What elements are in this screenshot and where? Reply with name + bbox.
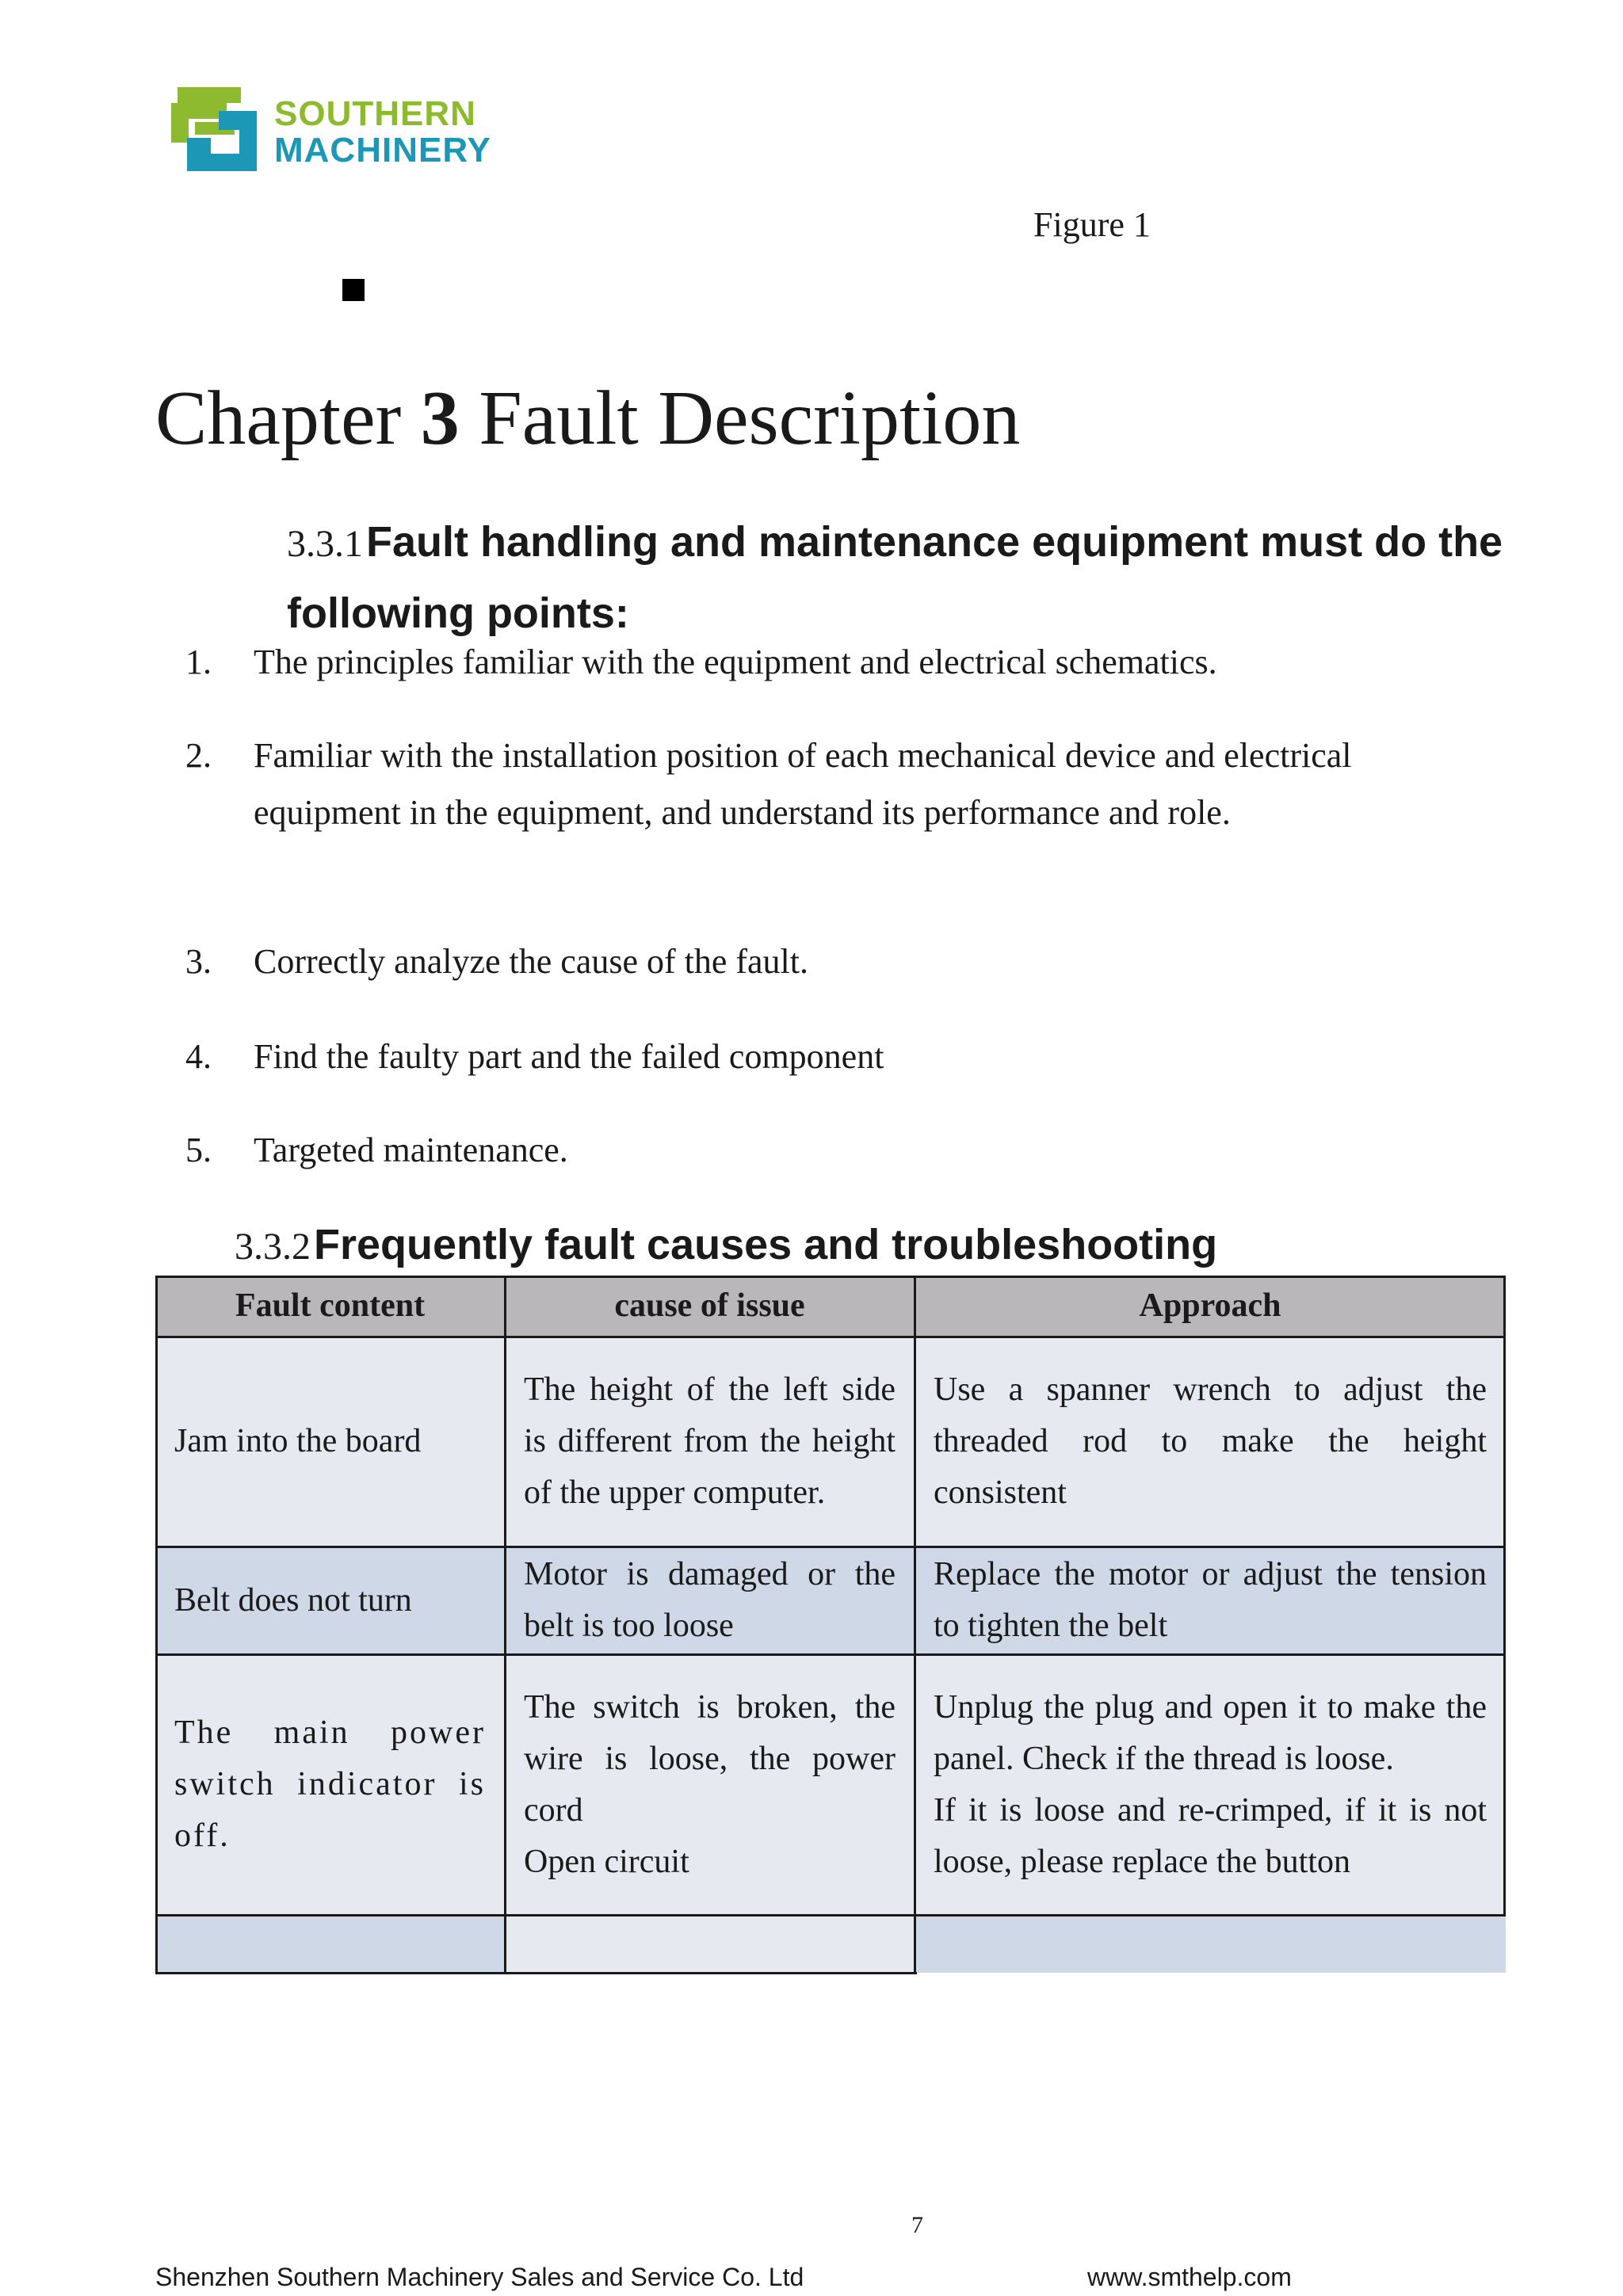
chapter-prefix: Chapter [155, 376, 402, 461]
list-item [185, 1122, 1501, 1179]
approach-text: Replace the motor or adjust the tension to tighten the belt [934, 1556, 1487, 1644]
list-number: 1. [185, 643, 212, 681]
cause-text: Motor is damaged or the belt is too loose [524, 1556, 896, 1644]
cause-text: The height of the left side is different from the height of the upper computer. [524, 1371, 896, 1511]
section-number: 3.3.2 [235, 1226, 311, 1268]
list-item [185, 1028, 1501, 1085]
table-cell [155, 1654, 505, 1915]
figure-caption: Figure 1 [1033, 205, 1151, 244]
list-text: The principles familiar with the equipment and electrical schematics. [254, 643, 1217, 681]
table-cell [155, 1547, 505, 1654]
list-item [185, 933, 1501, 990]
footer-url: www.smthelp.com [1087, 2263, 1292, 2291]
chapter-title [155, 371, 1020, 466]
list-number: 3. [185, 942, 212, 981]
company-logo [171, 87, 491, 174]
chapter-name: Fault Description [479, 376, 1021, 461]
table-header-fault: Fault content [155, 1276, 505, 1337]
fault-table [155, 1276, 1506, 1974]
list-number: 2. [185, 736, 212, 775]
square-bullet-icon [342, 279, 365, 301]
table-cell-empty [155, 1915, 505, 1973]
approach-text: Unplug the plug and open it to make the panel. Check if the thread is loose. If it is loose and re-crimped, if it is not loose, please replace the button [934, 1688, 1487, 1880]
table-border [155, 1546, 1506, 1548]
cause-text: The switch is broken, the wire is loose, the power cord Open circuit [524, 1688, 896, 1880]
table-cell [915, 1337, 1506, 1547]
table-cell [915, 1654, 1506, 1915]
fault-text: Jam into the board [174, 1423, 422, 1459]
table-border [914, 1276, 916, 1974]
table-border [155, 1276, 158, 1974]
section-title: Fault handling and maintenance equipment must do the following points: [287, 518, 1503, 637]
list-text: Targeted maintenance. [254, 1131, 568, 1169]
list-item [185, 634, 1501, 691]
list-text: Find the faulty part and the failed component [254, 1037, 884, 1076]
table-cell [505, 1654, 915, 1915]
list-number: 5. [185, 1131, 212, 1169]
logo-text-southern: SOUTHERN [274, 94, 476, 133]
table-cell [505, 1547, 915, 1654]
logo-text-machinery: MACHINERY [274, 131, 491, 170]
table-cell-empty [505, 1915, 915, 1973]
list-item [185, 727, 1501, 841]
table-cell [505, 1337, 915, 1547]
fault-text: The main power switch indicator is off. [174, 1714, 486, 1854]
table-border [1503, 1276, 1506, 1917]
table-border [155, 1914, 1506, 1917]
section-heading-3-3-1 [287, 512, 1523, 654]
table-border [155, 1653, 1506, 1656]
table-cell [915, 1547, 1506, 1654]
footer-company: Shenzhen Southern Machinery Sales and Service Co. Ltd [155, 2263, 804, 2291]
table-border [155, 1276, 1506, 1278]
logo-mark-icon [171, 87, 260, 173]
page-number: 7 [911, 2212, 923, 2238]
table-cell [155, 1337, 505, 1547]
table-cell-empty [915, 1915, 1506, 1973]
table-border [504, 1276, 506, 1974]
section-number: 3.3.1 [287, 523, 363, 565]
section-title: Frequently fault causes and troubleshooting [314, 1221, 1218, 1268]
list-text: Correctly analyze the cause of the fault. [254, 942, 809, 981]
table-header-approach: Approach [915, 1276, 1506, 1337]
list-text: Familiar with the installation position of each mechanical device and electrical equipment in the equipment, and understand its performance and role. [254, 736, 1352, 832]
table-border [155, 1336, 1506, 1338]
table-border [155, 1972, 917, 1974]
approach-text: Use a spanner wrench to adjust the threaded rod to make the height consistent [934, 1371, 1487, 1511]
table-header-cause: cause of issue [505, 1276, 915, 1337]
chapter-number: 3 [420, 376, 460, 461]
section-heading-3-3-2 [235, 1217, 1217, 1283]
fault-text: Belt does not turn [174, 1581, 412, 1619]
list-number: 4. [185, 1037, 212, 1076]
